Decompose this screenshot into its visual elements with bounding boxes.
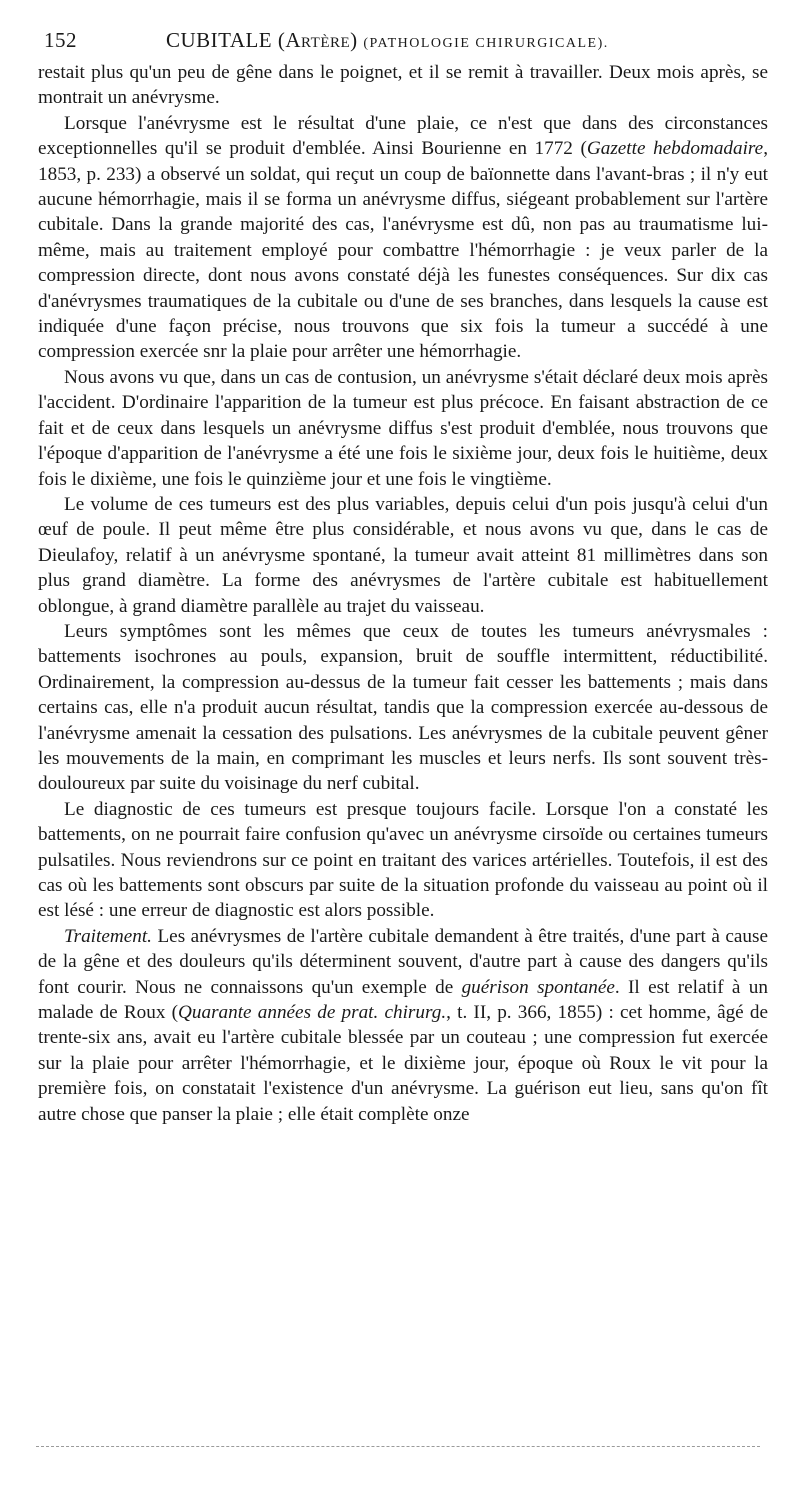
italic-text: guérison spontanée xyxy=(461,976,615,998)
paragraph-p0 xyxy=(38,60,768,111)
text-run: Lorsque l'anévrysme est le résultat d'une plaie, ce n'est que dans des circonstances exceptionnelles qu'il se produit d'emblée. Ainsi Bourienne en 1772 ( xyxy=(38,112,768,160)
text-run: Nous avons vu que, dans un cas de contusion, un anévrysme s'était déclaré deux mois après l'accident. D'ordinaire l'apparition de la tumeur est plus précoce. En faisant abstraction de ce fait et de ceux dans lesquels un anévrysme diffus s'est produit d'emblée, nous trouvons que l'époque d'apparition de l'anévrysme a été une fois le sixième jour, deux fois le huitième, deux fois le dixième, une fois le quinzième jour et une fois le vingtième. xyxy=(38,366,768,490)
running-head xyxy=(38,26,768,60)
running-title-main: CUBITALE xyxy=(166,28,273,52)
body-text xyxy=(38,60,768,1127)
italic-text: Gazette hebdomadaire xyxy=(586,138,764,160)
text-run: Les anévrysmes de l'artère cubitale demandent à être traités, d'une part à cause de la gêne et des douleurs qu'ils déterminent souvent, d'autre part à cause des dangers qu'ils font courir. Nous ne connaissons qu'un exemple de xyxy=(38,925,768,998)
paragraph-p1 xyxy=(38,111,768,365)
text-run: Leurs symptômes sont les mêmes que ceux de toutes les tumeurs anévrysmales : battements isochrones au pouls, expansion, bruit de souffle intermittent, réductibilité. Ordinairement, la compression au-dessus de la tumeur fait cesser les battements ; mais dans certains cas, elle n'a produit aucun résultat, tandis que la compression exercée au-dessous de l'anévrysme amenait la cessation des pulsations. Les anévrysmes de la cubitale peuvent gêner les mouvements de la main, en comprimant les muscles et leurs nerfs. Ils sont souvent très-douloureux par suite du voisinage du nerf cubital. xyxy=(38,620,768,795)
page-number: 152 xyxy=(44,28,77,52)
text-run: restait plus qu'un peu de gêne dans le poignet, et il se remit à travailler. Deux mois après, se montrait un anévrysme. xyxy=(38,62,768,109)
text-run: Le diagnostic de ces tumeurs est presque toujours facile. Lorsque l'on a constaté les battements, on ne pourrait faire confusion qu'avec un anévrysme cirsoïde ou certaines tumeurs pulsatiles. Nous reviendrons sur ce point en traitant des varices artérielles. Toutefois, il est des cas où les battements sont obscurs par suite de la situation profonde du vaisseau au point où il est lésé : une erreur de diagnostic est alors possible. xyxy=(38,798,768,922)
paragraph-p5 xyxy=(38,797,768,924)
paragraph-p3 xyxy=(38,492,768,619)
running-title-artery: (Artère) xyxy=(277,28,358,52)
running-title-section: (PATHOLOGIE CHIRURGICALE). xyxy=(363,36,609,51)
text-run: Le volume de ces tumeurs est des plus variables, depuis celui d'un pois jusqu'à celui d'un œuf de poule. Il peut même être plus considérable, et nous avons vu que, dans le cas de Dieulafoy, relatif à un anévrysme spontané, la tumeur avait atteint 81 millimètres dans son plus grand diamètre. La forme des anévrysmes de l'artère cubitale est habituellement oblongue, à grand diamètre parallèle au trajet du vaisseau. xyxy=(38,493,768,617)
text-run: . Il est relatif à un malade de Roux ( xyxy=(38,976,768,1024)
running-title xyxy=(166,28,609,53)
page xyxy=(38,26,768,1127)
text-run: , t. II, p. 366, 1855) : cet homme, âgé de trente-six ans, avait eu l'artère cubitale blessée par un couteau ; une compression fut exercée sur la plaie pour arrêter l'hémorrhagie, et le dixième jour, époque où Roux le vit pour la première fois, on constatait l'existence d'un anévrysme. La guérison eut lieu, sans qu'on fît autre chose que panser la plaie ; elle était complète onze xyxy=(38,1002,768,1125)
paragraph-p6 xyxy=(38,924,768,1127)
italic-text: Traitement. xyxy=(64,925,152,947)
footer-rule xyxy=(36,1446,760,1447)
text-run: , 1853, p. 233) a observé un soldat, qui reçut un coup de baïonnette dans l'avant-bras ; il n'y eut aucune hémorrhagie, mais il se forma un anévrysme diffus, siégeant probablement sur l'artère cubitale. Dans la grande majorité des cas, l'anévrysme est dû, non pas au traumatisme lui-même, mais au traitement employé pour combattre l'hémorrhagie : je veux parler de la compression directe, dont nous avons constaté déjà les funestes conséquences. Sur dix cas d'anévrysmes traumatiques de la cubitale ou d'une de ses branches, dans lesquels la cause est indiquée d'une façon précise, nous trouvons que six fois la tumeur a succédé à une compression exercée snr la plaie pour arrêter une hémorrhagie. xyxy=(38,138,768,363)
paragraph-p4 xyxy=(38,619,768,797)
paragraph-p2 xyxy=(38,365,768,492)
italic-text: Quarante années de prat. chirurg. xyxy=(178,1002,447,1024)
